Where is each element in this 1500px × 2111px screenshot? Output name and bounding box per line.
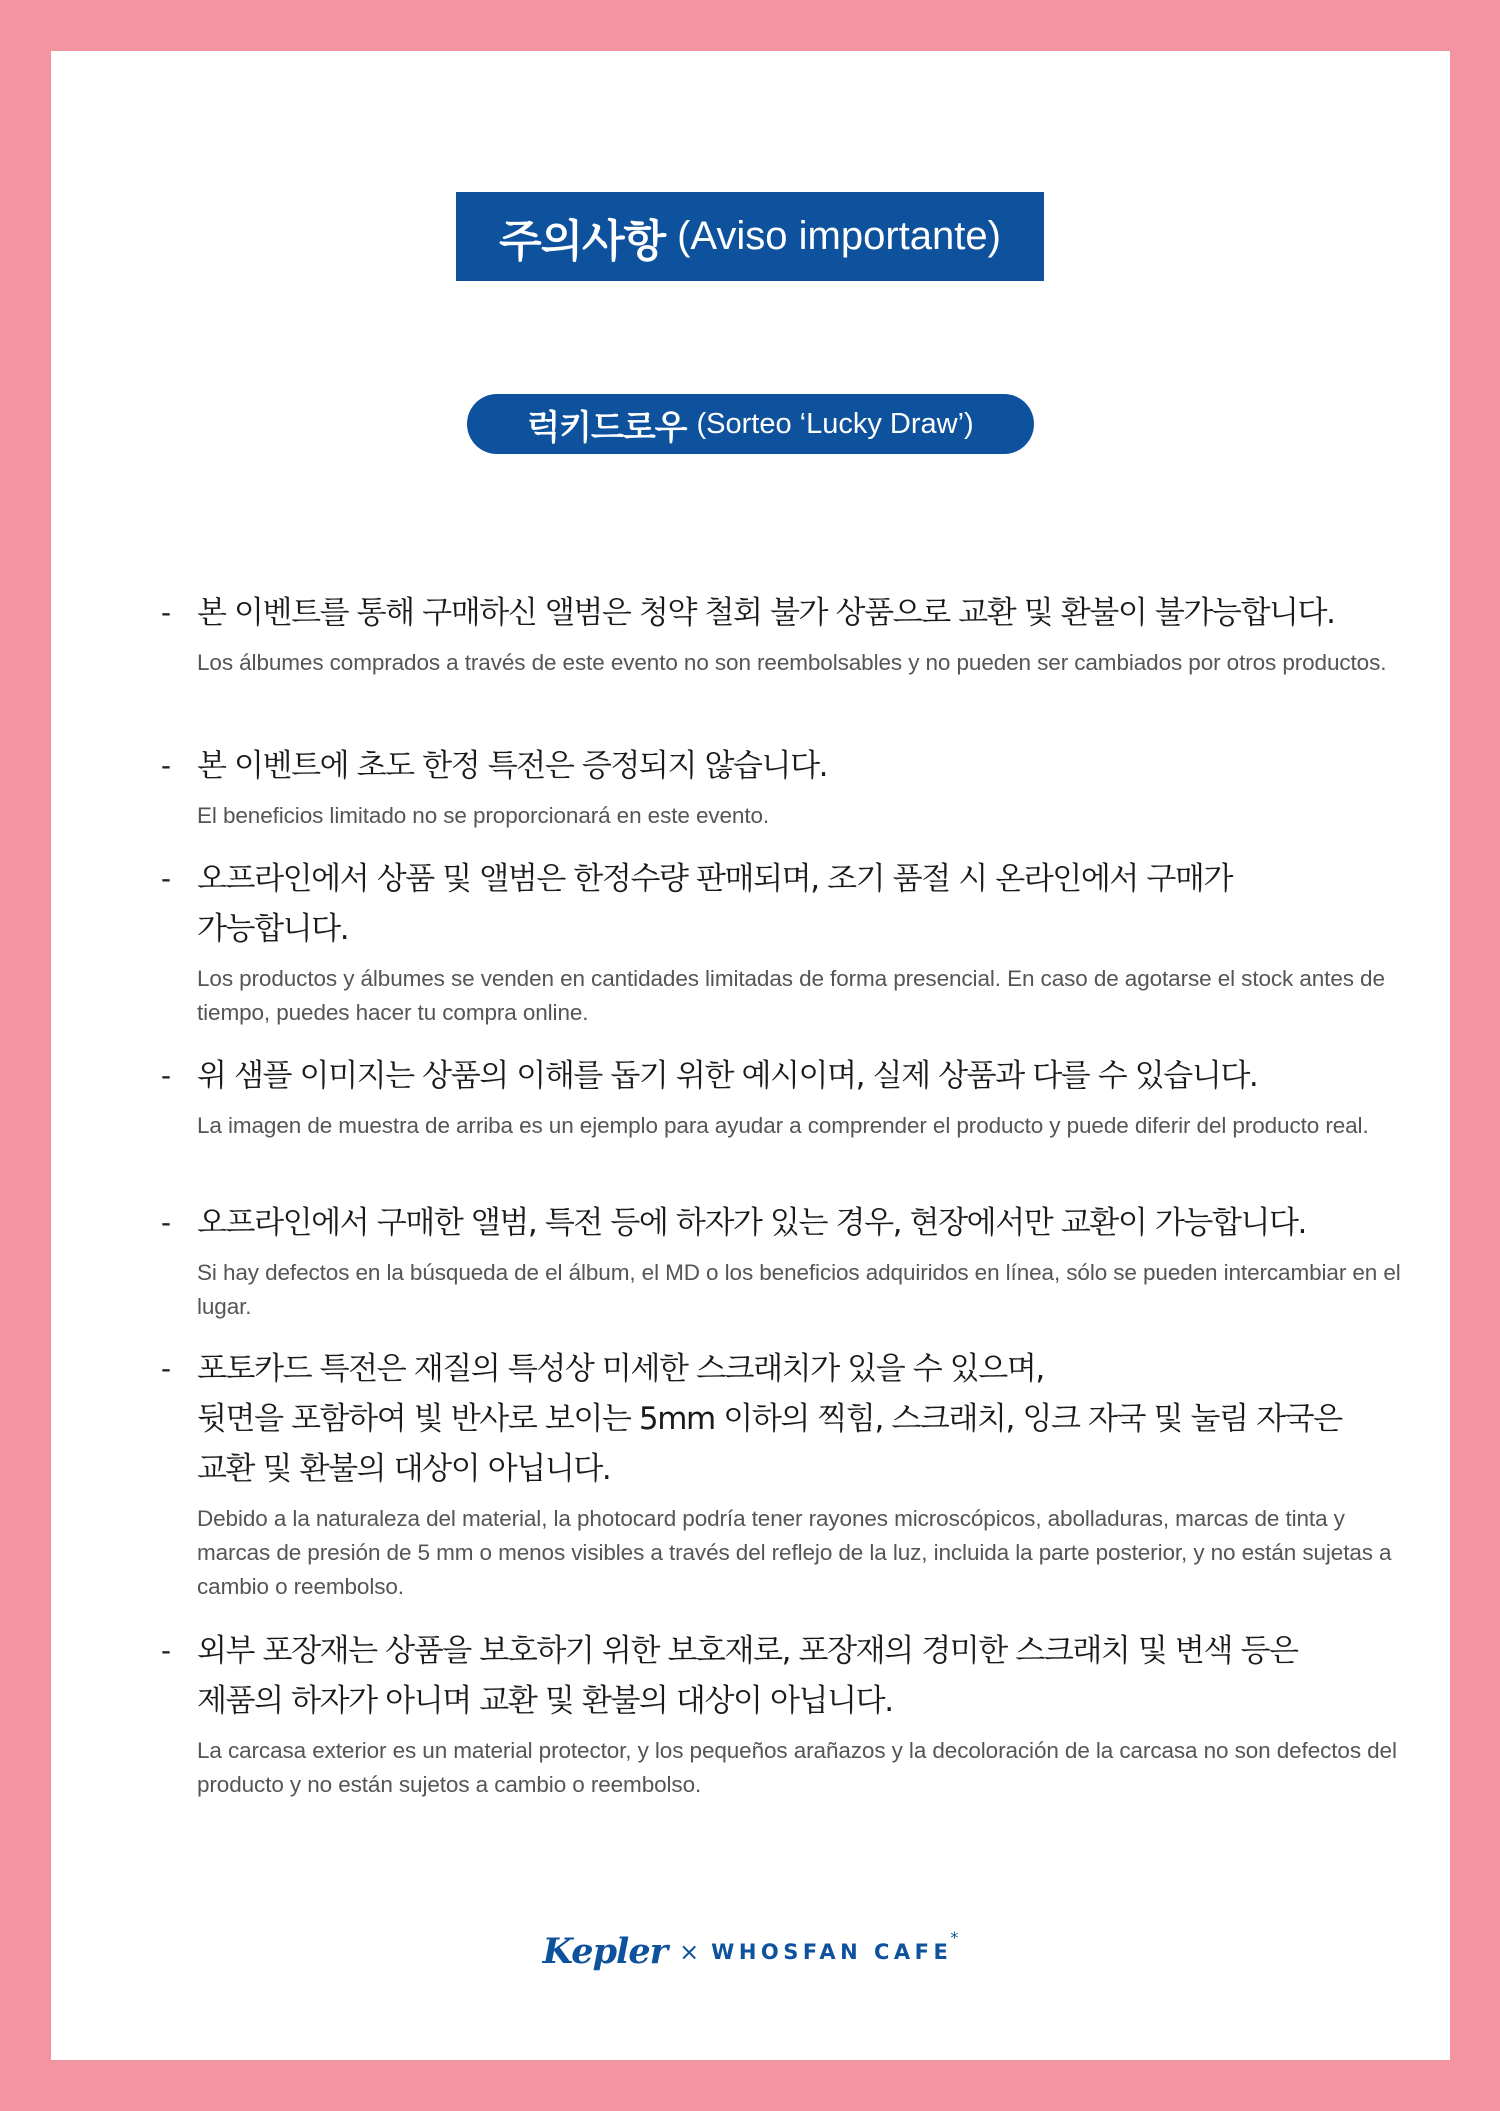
notice-spanish: La imagen de muestra de arriba es un ejemplo para ayudar a comprender el producto y puede diferir del producto real. — [197, 1113, 1369, 1138]
bullet-dash: - — [161, 862, 171, 895]
notice-card — [51, 51, 1450, 2060]
bullet-dash: - — [161, 1352, 171, 1385]
notice-korean: 본 이벤트에 초도 한정 특전은 증정되지 않습니다. — [197, 748, 828, 784]
notice-korean: 외부 포장재는 상품을 보호하기 위한 보호재로, 포장재의 경미한 스크래치 및 변색 등은 제품의 하자가 아니며 교환 및 환불의 대상이 아닙니다. — [197, 1633, 1298, 1719]
bullet-dash: - — [161, 1206, 171, 1239]
notice-korean: 오프라인에서 구매한 앨범, 특전 등에 하자가 있는 경우, 현장에서만 교환이 가능합니다. — [197, 1205, 1307, 1241]
notice-spanish: Los productos y álbumes se venden en cantidades limitadas de forma presencial. En caso de agotarse el stock antes de tiempo, puedes hacer tu compra online. — [197, 966, 1385, 1025]
section-title-korean: 럭키드로우 — [527, 407, 687, 448]
notice-spanish: Debido a la naturaleza del material, la photocard podría tener rayones microscópicos, abolladuras, marcas de tinta y marcas de presión de 5 mm o menos visibles a través del reflejo de la luz, incluida la parte posterior, y no están sujetas a cambio o reembolso. — [197, 1506, 1392, 1599]
footer-logos — [51, 1928, 1450, 1972]
collab-separator: × — [679, 1937, 700, 1966]
list-item — [161, 741, 1411, 833]
bullet-dash: - — [161, 1634, 171, 1667]
list-item — [161, 1344, 1411, 1604]
whosfan-cafe-logo: WHOSFAN CAFE — [711, 1939, 953, 1964]
title-korean: 주의사항 — [499, 215, 666, 267]
bullet-dash: - — [161, 749, 171, 782]
list-item — [161, 1198, 1411, 1324]
star-icon: * — [950, 1928, 959, 1947]
title-spanish: (Aviso importante) — [677, 214, 1001, 258]
notice-spanish: El beneficios limitado no se proporcionará en este evento. — [197, 803, 770, 828]
notice-korean: 포토카드 특전은 재질의 특성상 미세한 스크래치가 있을 수 있으며, 뒷면을 포함하여 빛 반사로 보이는 5mm 이하의 찍힘, 스크래치, 잉크 자국 및 눌림 자국은 교환 및 환불의 대상이 아닙니다. — [197, 1351, 1342, 1487]
notice-spanish: Si hay defectos en la búsqueda de el álbum, el MD o los beneficios adquiridos en línea, sólo se pueden intercambiar en el lugar. — [197, 1260, 1401, 1319]
list-item — [161, 588, 1411, 680]
list-item — [161, 1051, 1411, 1143]
notice-spanish: La carcasa exterior es un material protector, y los pequeños arañazos y la decoloración de la carcasa no son defectos del producto y no están sujetos a cambio o reembolso. — [197, 1738, 1397, 1797]
bullet-dash: - — [161, 1059, 171, 1092]
section-title-spanish: (Sorteo ‘Lucky Draw’) — [696, 407, 974, 440]
list-item — [161, 1626, 1411, 1802]
notice-list — [51, 51, 1450, 2060]
bullet-dash: - — [161, 596, 171, 629]
notice-spanish: Los álbumes comprados a través de este evento no son reembolsables y no pueden ser cambiados por otros productos. — [197, 650, 1387, 675]
kepler-logo: Kepler — [542, 1931, 668, 1972]
notice-korean: 본 이벤트를 통해 구매하신 앨범은 청약 철회 불가 상품으로 교환 및 환불이 불가능합니다. — [197, 595, 1335, 631]
list-item — [161, 854, 1411, 1030]
notice-korean: 오프라인에서 상품 및 앨범은 한정수량 판매되며, 조기 품절 시 온라인에서 구매가 가능합니다. — [197, 861, 1233, 947]
notice-korean: 위 샘플 이미지는 상품의 이해를 돕기 위한 예시이며, 실제 상품과 다를 수 있습니다. — [197, 1058, 1258, 1094]
